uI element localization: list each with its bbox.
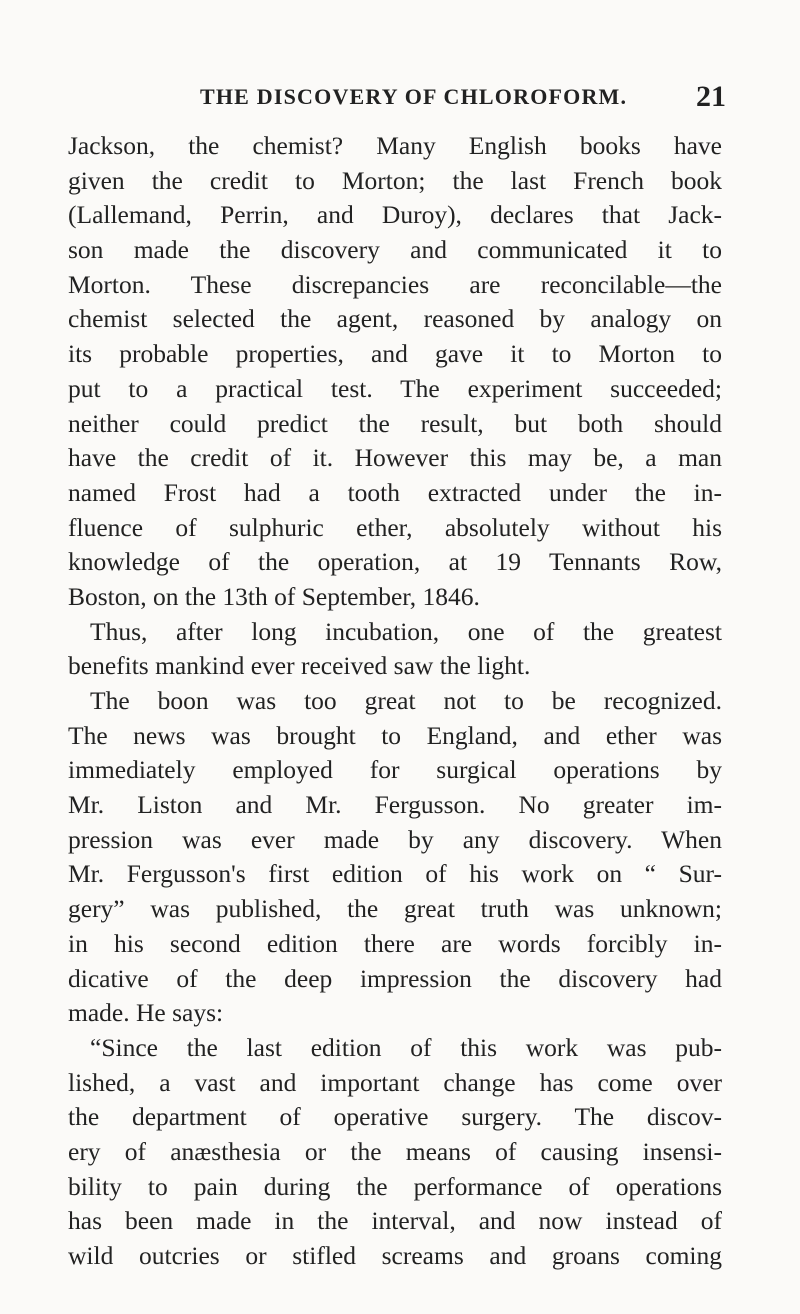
text-line: its probable properties, and gave it to Morton to xyxy=(68,339,722,369)
text-line: Jackson, the chemist? Many English books have xyxy=(68,131,722,160)
text-line: The news was brought to England, and ether was xyxy=(68,720,722,750)
text-line: fluence of sulphuric ether, absolutely without his xyxy=(68,512,722,542)
text-line: (Lallemand, Perrin, and Duroy), declares that Jack- xyxy=(68,200,722,230)
text-line: have the credit of it. However this may be, a man xyxy=(68,443,722,473)
text-line: son made the discovery and communicated it to xyxy=(68,235,722,265)
text-line: made. He says: xyxy=(68,998,224,1028)
text-line: the department of operative surgery. The discov- xyxy=(68,1102,722,1132)
body-text xyxy=(68,129,722,1274)
text-line: Thus, after long incubation, one of the greatest xyxy=(90,616,722,646)
page-number: 21 xyxy=(696,80,726,113)
running-header xyxy=(200,80,726,118)
text-line: put to a practical test. The experiment succeeded; xyxy=(68,373,722,403)
text-line: immediately employed for surgical operations by xyxy=(68,755,722,785)
text-line: Mr. Liston and Mr. Fergusson. No greater im- xyxy=(68,790,722,820)
text-line: has been made in the interval, and now instead of xyxy=(68,1206,722,1236)
text-line: in his second edition there are words forcibly in- xyxy=(68,928,722,958)
text-line: Morton. These discrepancies are reconcilable—the xyxy=(68,269,722,299)
text-line: chemist selected the agent, reasoned by analogy on xyxy=(68,304,722,334)
text-line: bility to pain during the performance of operations xyxy=(68,1171,722,1201)
text-line: “Since the last edition of this work was pub- xyxy=(90,1032,722,1062)
text-line: Mr. Fergusson's first edition of his work on “ Sur- xyxy=(68,859,722,889)
text-line: wild outcries or stifled screams and groans coming xyxy=(68,1241,722,1270)
text-line: given the credit to Morton; the last French book xyxy=(68,165,722,195)
text-line: knowledge of the operation, at 19 Tennants Row, xyxy=(68,547,722,577)
text-line: ery of anæsthesia or the means of causing insensi- xyxy=(68,1136,722,1166)
text-line: lished, a vast and important change has come over xyxy=(68,1067,722,1097)
text-line: dicative of the deep impression the discovery had xyxy=(68,963,722,993)
text-line: pression was ever made by any discovery. When xyxy=(68,824,722,854)
text-line: named Frost had a tooth extracted under the in- xyxy=(68,477,722,507)
text-line: benefits mankind ever received saw the light. xyxy=(68,651,531,681)
text-line: Boston, on the 13th of September, 1846. xyxy=(68,581,480,611)
text-line: gery” was published, the great truth was unknown; xyxy=(68,894,722,924)
running-title: THE DISCOVERY OF CHLOROFORM. xyxy=(200,84,628,109)
text-line: neither could predict the result, but both should xyxy=(68,408,722,438)
text-line: The boon was too great not to be recognized. xyxy=(90,686,722,715)
